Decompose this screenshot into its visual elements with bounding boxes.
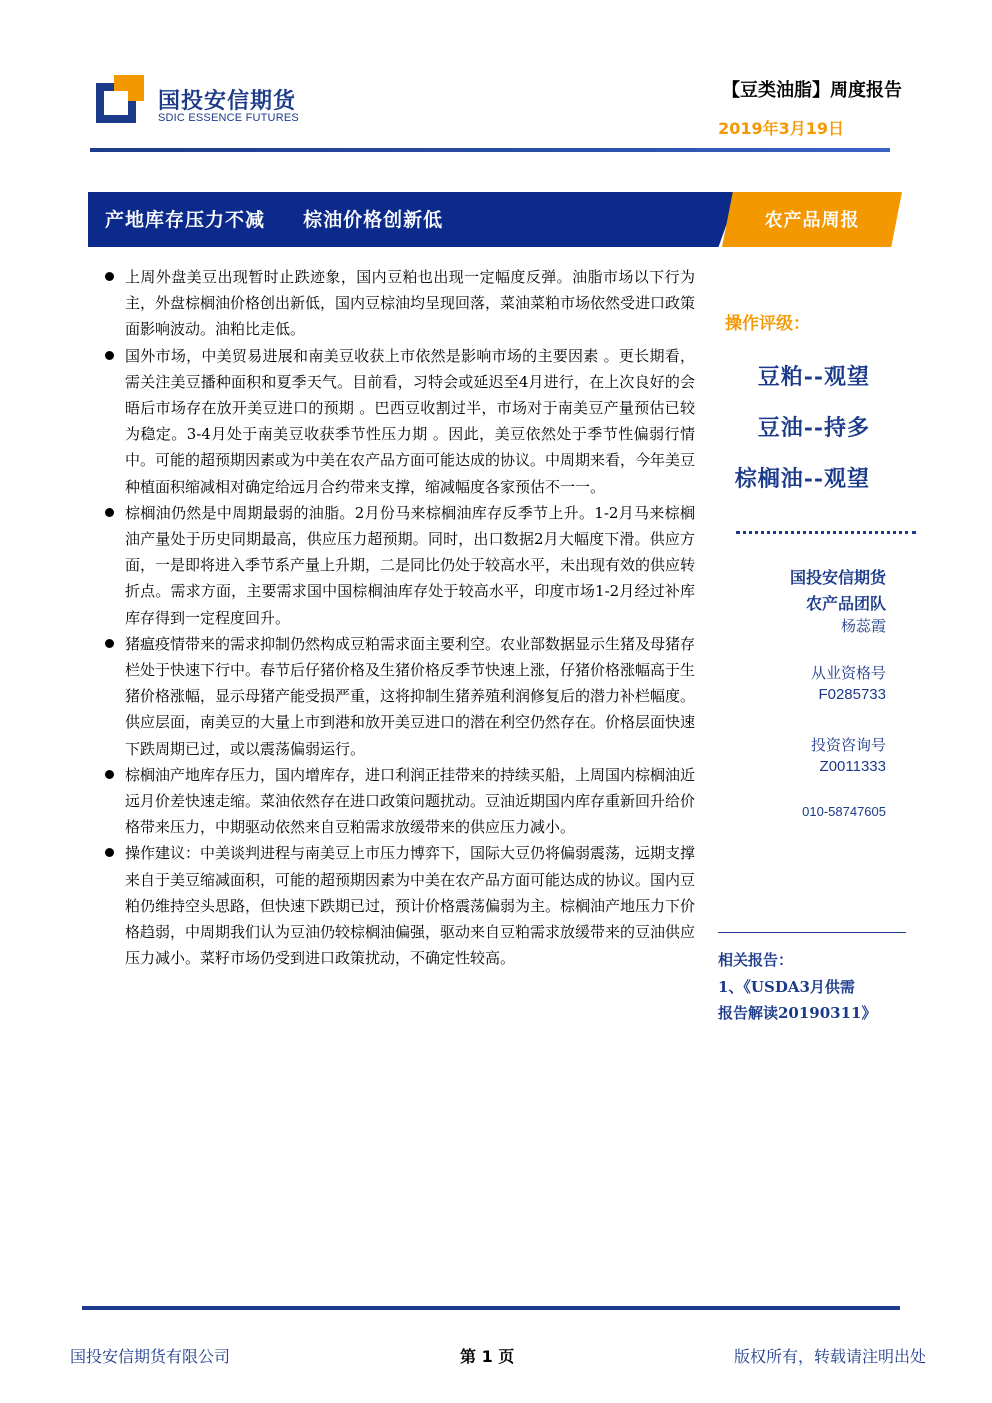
team-company: 国投安信期货 bbox=[789, 568, 886, 587]
list-item: 棕榈油仍然是中周期最弱的油脂。2月份马来棕榈油库存反季节上升。1-2月马来棕榈油产量处于历史同期最高，供应压力超预期。同时，出口数据2月大幅度下滑。供应方面，一是即将进入季节系产量上升期，二是同比仍处于较高水平，未出现有效的供应转折点。需求方面，主要需求国中国棕榈油库存处于较高水平，印度市场1-2月经过补库库存得到一定程度回升。 bbox=[105, 500, 695, 631]
header-divider bbox=[90, 148, 890, 152]
license-number: F0285733 bbox=[818, 686, 886, 703]
team-name: 农产品团队 bbox=[805, 594, 886, 613]
footer-company: 国投安信期货有限公司 bbox=[70, 1347, 231, 1366]
license-label: 从业资格号 bbox=[810, 664, 886, 682]
list-item: 上周外盘美豆出现暂时止跌迹象，国内豆粕也出现一定幅度反弹。油脂市场以下行为主，外盘棕榈油价格创出新低，国内豆棕油均呈现回落，菜油菜粕市场依然受进口政策面影响波动。油粕比走低。 bbox=[105, 264, 695, 343]
rating-palmoil: 棕榈油--观望 bbox=[734, 466, 870, 492]
company-name-en: SDIC ESSENCE FUTURES bbox=[158, 112, 299, 124]
report-title: 产地库存压力不减 棕油价格创新低 bbox=[105, 209, 444, 231]
list-item: 猪瘟疫情带来的需求抑制仍然构成豆粕需求面主要利空。农业部数据显示生猪及母猪存栏处于快速下行中。春节后仔猪价格及生猪价格反季节快速上涨，仔猪价格涨幅高于生猪价格涨幅，显示母猪产能受损严重，这将抑制生猪养殖利润修复后的潜力补栏幅度。供应层面，南美豆的大量上市到港和放开美豆进口的潜在利空仍然存在。价格层面快速下跌周期已过，或以震荡偏弱运行。 bbox=[105, 631, 695, 762]
category-label: 农产品周报 bbox=[764, 210, 860, 231]
related-reports-title: 相关报告： bbox=[718, 951, 794, 969]
list-item: 操作建议：中美谈判进程与南美豆上市压力博弈下，国际大豆仍将偏弱震荡，远期支撑来自于美豆缩减面积，可能的超预期因素为中美在农产品方面可能达成的协议。国内豆粕仍维持空头思路，但快速下跌期已过，预计价格震荡偏弱为主。棕榈油产地压力下价格趋弱，中周期我们认为豆油仍较棕榈油偏强，驱动来自豆粕需求放缓带来的豆油供应压力减小。菜籽市场仍受到进口政策扰动，不确定性较高。 bbox=[105, 840, 695, 971]
rating-soyoil: 豆油--持多 bbox=[757, 415, 870, 441]
footer-copyright: 版权所有，转载请注明出处 bbox=[733, 1347, 926, 1366]
related-report-link-cont[interactable]: 报告解读20190311》 bbox=[718, 1004, 877, 1022]
company-name-cn: 国投安信期货 bbox=[158, 89, 297, 114]
list-item: 国外市场，中美贸易进展和南美豆收获上市依然是影响市场的主要因素 。更长期看，需关注美豆播种面积和夏季天气。目前看，习特会或延迟至4月进行，在上次良好的会晤后市场存在放开美豆进口的预期 。巴西豆收割过半，市场对于南美豆产量预估已较为稳定。3-4月处于南美豆收获季节性压力期 。因此，美豆依然处于季节性偏弱行情中。可能的超预期因素或为中美在农产品方面可能达成的协议。中周期来看，今年美豆种植面积缩减相对确定给远月合约带来支撑，缩减幅度各家预估不一一。 bbox=[105, 343, 695, 500]
footer-divider bbox=[82, 1306, 900, 1310]
report-date: 2019年3月19日 bbox=[718, 119, 844, 138]
consult-number: Z0011333 bbox=[819, 758, 886, 775]
sidebar-divider bbox=[736, 531, 916, 534]
company-logo-icon bbox=[96, 75, 144, 123]
page-number: 第 1 页 bbox=[460, 1347, 515, 1366]
related-report-link[interactable]: 1、《USDA3月供需 bbox=[718, 978, 855, 996]
report-tag: 【豆类油脂】周度报告 bbox=[722, 80, 902, 101]
operation-rating-title: 操作评级： bbox=[725, 314, 810, 334]
list-item: 棕榈油产地库存压力，国内增库存，进口利润正挂带来的持续买船，上周国内棕榈油近远月价差快速走缩。菜油依然存在进口政策问题扰动。豆油近期国内库存重新回升给价格带来压力，中期驱动依然来自豆粕需求放缓带来的供应压力减小。 bbox=[105, 762, 695, 841]
consult-label: 投资咨询号 bbox=[810, 736, 886, 754]
summary-bullet-list bbox=[105, 264, 695, 971]
related-divider bbox=[718, 932, 906, 933]
contact-phone: 010-58747605 bbox=[802, 804, 886, 819]
analyst-name: 杨蕊霞 bbox=[840, 617, 886, 635]
rating-soymeal: 豆粕--观望 bbox=[757, 364, 870, 390]
